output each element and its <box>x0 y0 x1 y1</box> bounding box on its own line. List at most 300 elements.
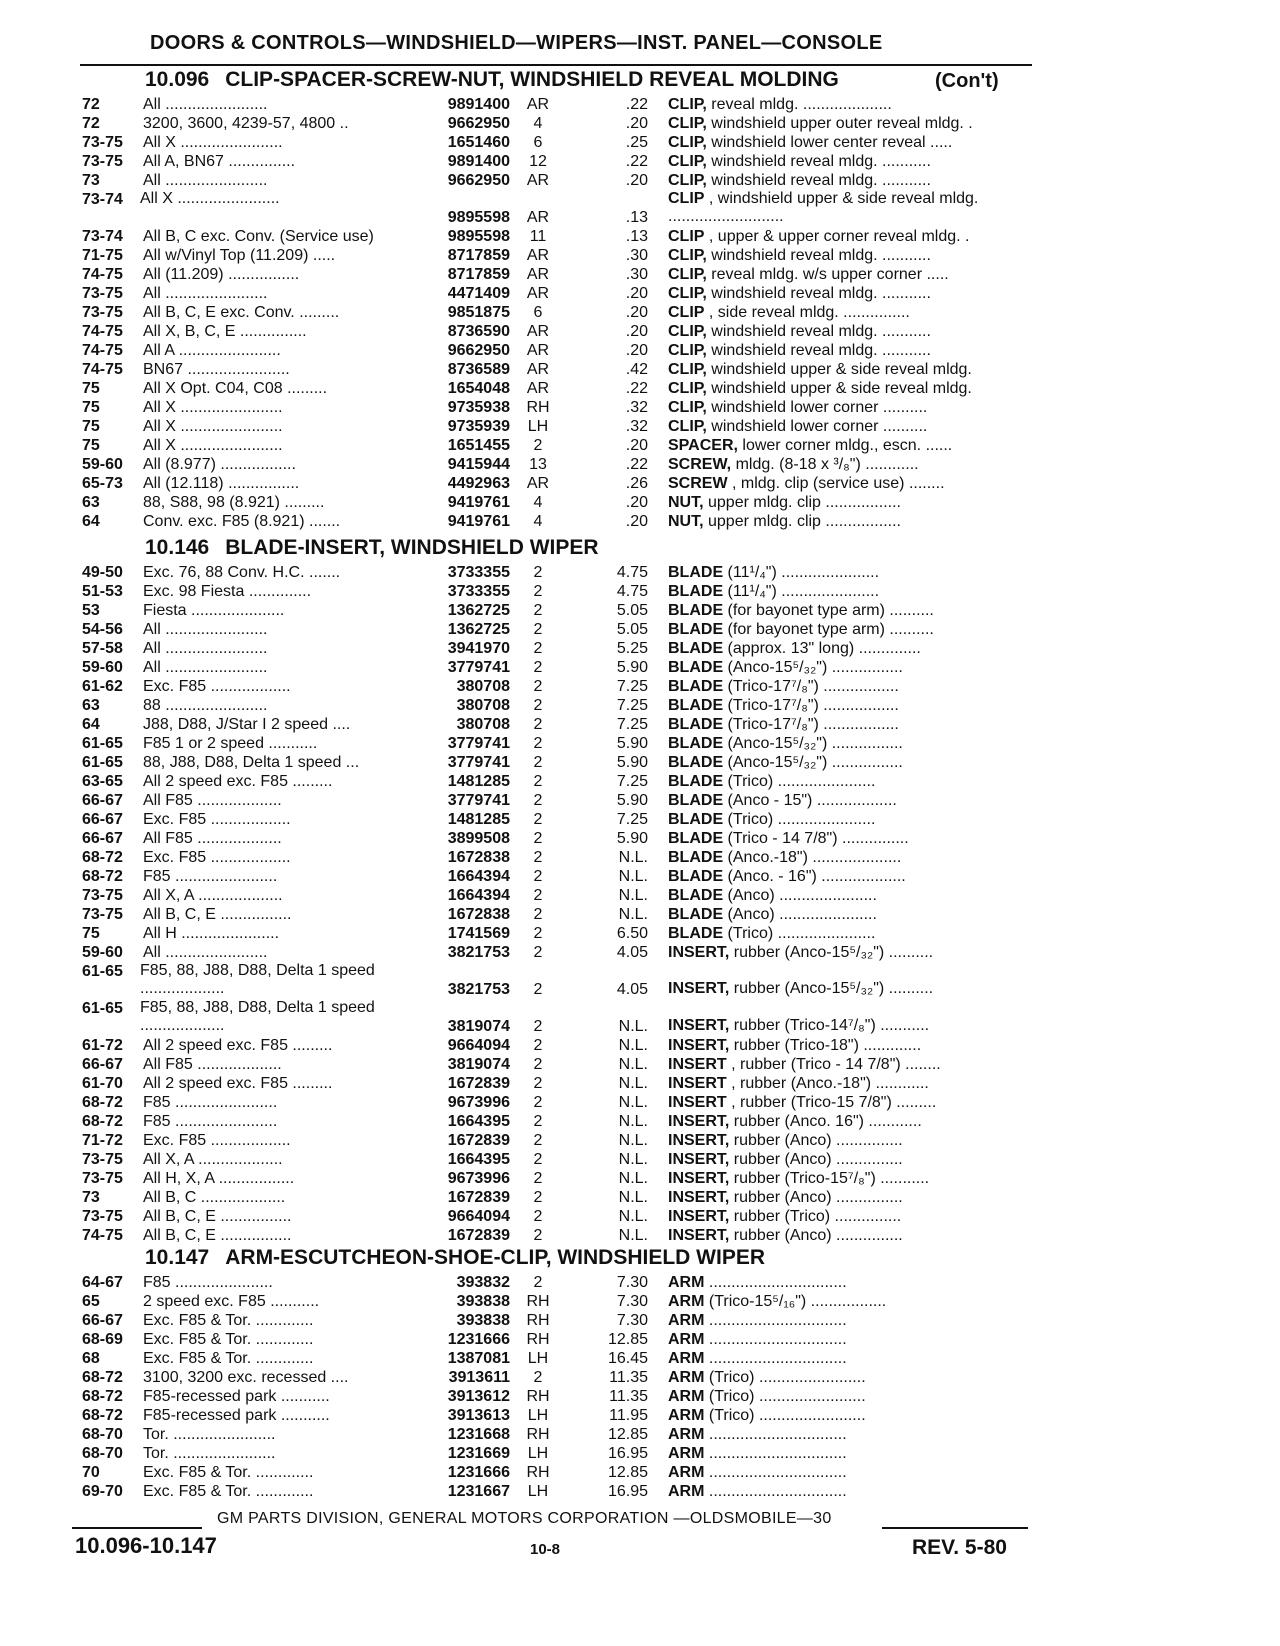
model-cell: Exc. F85 .................. <box>143 849 291 866</box>
price-cell: .22 <box>625 153 648 170</box>
description-cell <box>668 620 1032 639</box>
description-cell <box>668 398 1032 417</box>
description-keyword: CLIP, <box>668 153 707 170</box>
description-text: windshield lower corner .......... <box>706 399 928 416</box>
year-cell: 75 <box>82 925 100 942</box>
year-cell: 68 <box>82 1350 100 1367</box>
table-row <box>0 1330 1280 1349</box>
description-cell <box>668 943 1032 962</box>
year-cell: 61-65 <box>82 963 123 980</box>
description-cell <box>668 1463 1032 1482</box>
description-cell <box>668 152 1032 171</box>
price-cell: .25 <box>625 134 648 151</box>
description-cell <box>668 1207 1032 1226</box>
quantity-cell: 2 <box>533 1094 543 1111</box>
quantity-cell: 2 <box>533 830 543 847</box>
price-cell: 5.90 <box>616 659 648 676</box>
description-keyword: ARM <box>668 1331 705 1348</box>
price-cell: N.L. <box>618 1151 648 1168</box>
table-row <box>0 734 1280 753</box>
description-cell <box>668 980 1032 998</box>
quantity-cell: 2 <box>533 697 543 714</box>
description-cell <box>668 924 1032 943</box>
year-cell: 72 <box>82 96 100 113</box>
quantity-cell: AR <box>526 285 550 302</box>
description-text: (Trico) ...................... <box>723 925 876 942</box>
part-number-cell: 1231667 <box>447 1483 510 1500</box>
model-cell: 88, S88, 98 (8.921) ......... <box>143 494 325 511</box>
model-cell: All B, C, E ................ <box>143 1208 292 1225</box>
part-number-cell: 9664094 <box>447 1037 510 1054</box>
part-number-cell: 9419761 <box>447 494 510 511</box>
part-number-cell: 9851875 <box>447 304 510 321</box>
year-cell: 66-67 <box>82 1312 123 1329</box>
part-number-cell: 4471409 <box>447 285 510 302</box>
description-cell <box>668 133 1032 152</box>
description-keyword: INSERT, <box>668 1227 730 1244</box>
price-cell: 5.90 <box>616 754 648 771</box>
description-cell <box>668 563 1032 582</box>
description-text: windshield upper & side reveal mldg. <box>706 380 972 397</box>
table-row <box>0 1169 1280 1188</box>
description-keyword: INSERT <box>668 1094 727 1111</box>
description-cell <box>668 1150 1032 1169</box>
description-cell <box>668 95 1032 114</box>
table-row <box>0 1482 1280 1501</box>
part-number-cell: 1362725 <box>447 621 510 638</box>
description-keyword: INSERT, <box>668 1017 730 1034</box>
description-cell <box>668 829 1032 848</box>
model-cell: BN67 ....................... <box>143 361 290 378</box>
quantity-cell: 2 <box>533 906 543 923</box>
description-keyword: BLADE <box>668 583 724 600</box>
price-cell: N.L. <box>618 1018 648 1035</box>
table-row <box>0 1349 1280 1368</box>
part-number-cell: 380708 <box>456 716 510 733</box>
price-cell: .13 <box>625 228 648 245</box>
quantity-cell: 2 <box>533 1056 543 1073</box>
quantity-cell: RH <box>526 1464 550 1481</box>
part-number-cell: 1672839 <box>447 1227 510 1244</box>
description-keyword: ARM <box>668 1293 705 1310</box>
description-keyword: BLADE <box>668 697 724 714</box>
quantity-cell: AR <box>526 475 550 492</box>
model-cell: Exc. F85 & Tor. ............. <box>143 1350 314 1367</box>
price-cell: N.L. <box>618 906 648 923</box>
description-cell <box>668 1036 1032 1055</box>
year-cell: 71-72 <box>82 1132 123 1149</box>
quantity-cell: RH <box>526 1293 550 1310</box>
model-cell: F85 ....................... <box>143 1094 278 1111</box>
model-cell: All ....................... <box>143 659 268 676</box>
description-cell <box>668 284 1032 303</box>
quantity-cell: 13 <box>529 456 547 473</box>
quantity-cell: RH <box>526 399 550 416</box>
table-row <box>0 772 1280 791</box>
description-cell <box>668 1055 1032 1074</box>
part-number-cell: 9419761 <box>447 513 510 530</box>
description-text: (Trico) ........................ <box>704 1369 866 1386</box>
model-cell: Exc. F85 & Tor. ............. <box>143 1331 314 1348</box>
part-number-cell: 9895598 <box>447 209 510 226</box>
description-keyword: CLIP, <box>668 418 707 435</box>
part-number-cell: 1231669 <box>447 1445 510 1462</box>
table-row <box>0 563 1280 582</box>
description-cell <box>668 791 1032 810</box>
model-cell: F85-recessed park ........... <box>143 1407 330 1424</box>
description-cell <box>668 303 1032 322</box>
quantity-cell: LH <box>527 1407 549 1424</box>
footer-publisher: GM PARTS DIVISION, GENERAL MOTORS CORPORATION —OLDSMOBILE—30 <box>217 1510 832 1527</box>
model-cell: All ....................... <box>143 172 268 189</box>
part-number-cell: 3899508 <box>447 830 510 847</box>
quantity-cell: AR <box>526 172 550 189</box>
description-text: reveal mldg. w/s upper corner ..... <box>706 266 949 283</box>
table-row <box>0 474 1280 493</box>
model-cell: F85 1 or 2 speed ........... <box>143 735 318 752</box>
price-cell: 5.90 <box>616 792 648 809</box>
description-text: , mldg. clip (service use) ........ <box>727 475 945 492</box>
description-keyword: ARM <box>668 1407 705 1424</box>
description-keyword: INSERT, <box>668 1208 730 1225</box>
part-number-cell: 393838 <box>456 1293 510 1310</box>
price-cell: N.L. <box>618 868 648 885</box>
price-cell: .20 <box>625 342 648 359</box>
description-keyword: CLIP <box>668 304 705 321</box>
quantity-cell: 2 <box>533 1018 543 1035</box>
part-number-cell: 1741569 <box>447 925 510 942</box>
part-number-cell: 9891400 <box>447 153 510 170</box>
model-cell: F85, 88, J88, D88, Delta 1 speed ................... <box>140 999 375 1034</box>
description-text: (for bayonet type arm) .......... <box>723 602 934 619</box>
model-cell: All ....................... <box>143 285 268 302</box>
description-text: rubber (Trico-14⁷/₈") ........... <box>729 1017 930 1034</box>
part-number-cell: 3941970 <box>447 640 510 657</box>
description-keyword: BLADE <box>668 906 724 923</box>
part-number-cell: 9673996 <box>447 1094 510 1111</box>
price-cell: 5.05 <box>616 621 648 638</box>
price-cell: 12.85 <box>607 1464 648 1481</box>
footer-section-range: 10.096-10.147 <box>75 1533 217 1558</box>
price-cell: 7.25 <box>616 697 648 714</box>
description-text: windshield reveal mldg. ........... <box>706 247 931 264</box>
quantity-cell: 4 <box>533 513 543 530</box>
model-cell: 88, J88, D88, Delta 1 speed ... <box>143 754 360 771</box>
description-text: lower corner mldg., escn. ...... <box>737 437 953 454</box>
model-cell: All (12.118) ................ <box>143 475 300 492</box>
table-row <box>0 1368 1280 1387</box>
price-cell: 7.30 <box>616 1274 648 1291</box>
description-cell <box>668 696 1032 715</box>
model-cell: All A, BN67 ............... <box>143 153 296 170</box>
model-cell: 88 ....................... <box>143 697 268 714</box>
description-keyword: ARM <box>668 1483 705 1500</box>
description-text: mldg. (8-18 x ³/₈") ............ <box>731 456 919 473</box>
description-cell <box>668 1444 1032 1463</box>
description-text: ............................... <box>704 1445 847 1462</box>
table-row <box>0 1150 1280 1169</box>
part-number-cell: 3913613 <box>447 1407 510 1424</box>
model-cell: All B, C exc. Conv. (Service use) <box>143 228 374 245</box>
part-number-cell: 1672839 <box>447 1075 510 1092</box>
model-cell: 3100, 3200 exc. recessed .... <box>143 1369 349 1386</box>
table-row <box>0 114 1280 133</box>
quantity-cell: 2 <box>533 1113 543 1130</box>
year-cell: 65 <box>82 1293 100 1310</box>
year-cell: 64-67 <box>82 1274 123 1291</box>
description-cell <box>668 1330 1032 1349</box>
year-cell: 70 <box>82 1464 100 1481</box>
table-row <box>0 601 1280 620</box>
table-row <box>0 284 1280 303</box>
model-cell: Exc. F85 & Tor. ............. <box>143 1483 314 1500</box>
year-cell: 61-70 <box>82 1075 123 1092</box>
description-cell <box>668 601 1032 620</box>
year-cell: 68-72 <box>82 1388 123 1405</box>
part-number-cell: 3821753 <box>447 944 510 961</box>
quantity-cell: 2 <box>533 437 543 454</box>
year-cell: 64 <box>82 716 100 733</box>
model-cell: Exc. 76, 88 Conv. H.C. ....... <box>143 564 341 581</box>
description-keyword: SCREW <box>668 475 728 492</box>
year-cell: 74-75 <box>82 361 123 378</box>
quantity-cell: AR <box>526 380 550 397</box>
parts-table <box>0 95 1280 531</box>
price-cell: 11.95 <box>609 1407 648 1424</box>
price-cell: 11.35 <box>609 1369 648 1386</box>
footer-rule-left <box>72 1527 202 1529</box>
part-number-cell: 3733355 <box>447 564 510 581</box>
description-text: windshield lower center reveal ..... <box>706 134 953 151</box>
quantity-cell: 2 <box>533 602 543 619</box>
quantity-cell: 2 <box>533 981 543 998</box>
quantity-cell: 4 <box>533 494 543 511</box>
year-cell: 73-75 <box>82 1170 123 1187</box>
model-cell: All (11.209) ................ <box>143 266 300 283</box>
description-keyword: NUT, <box>668 513 704 530</box>
description-keyword: CLIP, <box>668 380 707 397</box>
year-cell: 64 <box>82 513 100 530</box>
description-cell <box>668 886 1032 905</box>
part-number-cell: 1672839 <box>447 1189 510 1206</box>
price-cell: N.L. <box>618 1132 648 1149</box>
table-row <box>0 379 1280 398</box>
year-cell: 68-72 <box>82 1094 123 1111</box>
price-cell: .30 <box>625 266 648 283</box>
price-cell: 5.90 <box>616 830 648 847</box>
year-cell: 73-75 <box>82 887 123 904</box>
description-keyword: CLIP, <box>668 134 707 151</box>
model-cell: All ....................... <box>143 621 268 638</box>
year-cell: 59-60 <box>82 659 123 676</box>
part-number-cell: 1231666 <box>447 1464 510 1481</box>
model-cell: Exc. F85 .................. <box>143 678 291 695</box>
table-row <box>0 810 1280 829</box>
year-cell: 69-70 <box>82 1483 123 1500</box>
description-cell <box>668 265 1032 284</box>
description-keyword: CLIP, <box>668 285 707 302</box>
part-number-cell: 8736590 <box>447 323 510 340</box>
description-text: (Anco-15⁵/₃₂") ................ <box>723 754 903 771</box>
description-cell <box>668 1131 1032 1150</box>
description-text: (Trico) ...................... <box>723 773 876 790</box>
description-text: (Trico-15⁵/₁₆") ................. <box>704 1293 887 1310</box>
price-cell: 4.75 <box>616 583 648 600</box>
year-cell: 65-73 <box>82 475 123 492</box>
description-cell <box>668 227 1032 246</box>
year-cell: 63-65 <box>82 773 123 790</box>
description-keyword: BLADE <box>668 849 724 866</box>
description-text: (Trico-17⁷/₈") ................. <box>723 716 899 733</box>
page-header-title: DOORS & CONTROLS—WINDSHIELD—WIPERS—INST. PANEL—CONSOLE <box>150 32 883 54</box>
description-keyword: CLIP, <box>668 266 707 283</box>
price-cell: .42 <box>625 361 648 378</box>
part-number-cell: 1672838 <box>447 906 510 923</box>
model-cell: F85-recessed park ........... <box>143 1388 330 1405</box>
description-text: ............................... <box>704 1274 847 1291</box>
year-cell: 61-72 <box>82 1037 123 1054</box>
part-number-cell: 380708 <box>456 678 510 695</box>
table-row <box>0 791 1280 810</box>
description-keyword: BLADE <box>668 830 724 847</box>
description-text: windshield reveal mldg. ........... <box>706 153 931 170</box>
part-number-cell: 3821753 <box>447 981 510 998</box>
year-cell: 74-75 <box>82 266 123 283</box>
description-cell <box>668 639 1032 658</box>
part-number-cell: 3913611 <box>448 1369 510 1386</box>
year-cell: 54-56 <box>82 621 123 638</box>
part-number-cell: 393838 <box>456 1312 510 1329</box>
continued-label: (Con't) <box>935 70 999 92</box>
year-cell: 68-72 <box>82 1369 123 1386</box>
model-cell: All X, A ................... <box>143 1151 283 1168</box>
price-cell: 4.05 <box>616 944 648 961</box>
description-text: windshield upper & side reveal mldg. <box>706 361 972 378</box>
description-cell <box>668 753 1032 772</box>
section-title <box>145 68 999 94</box>
description-keyword: CLIP, <box>668 172 707 189</box>
description-text: windshield lower corner .......... <box>706 418 928 435</box>
description-cell <box>668 772 1032 791</box>
description-keyword: INSERT <box>668 1075 727 1092</box>
model-cell: All X, A ................... <box>143 887 283 904</box>
description-cell <box>668 810 1032 829</box>
model-cell: All B, C, E ................ <box>143 906 292 923</box>
part-number-cell: 9735939 <box>447 418 510 435</box>
model-cell: All ....................... <box>143 640 268 657</box>
description-keyword: BLADE <box>668 602 724 619</box>
description-cell <box>668 1292 1032 1311</box>
table-row <box>0 1425 1280 1444</box>
table-row <box>0 1055 1280 1074</box>
year-cell: 74-75 <box>82 342 123 359</box>
description-text: (11¹/₄") ...................... <box>723 583 880 600</box>
year-cell: 51-53 <box>82 583 123 600</box>
quantity-cell: 4 <box>533 115 543 132</box>
model-cell: All X Opt. C04, C08 ......... <box>143 380 328 397</box>
description-cell <box>668 658 1032 677</box>
description-keyword: ARM <box>668 1369 705 1386</box>
quantity-cell: AR <box>526 96 550 113</box>
model-cell: Tor. ....................... <box>143 1426 276 1443</box>
description-text: windshield reveal mldg. ........... <box>706 323 931 340</box>
table-row <box>0 1226 1280 1245</box>
quantity-cell: 2 <box>533 1274 543 1291</box>
description-keyword: ARM <box>668 1445 705 1462</box>
part-number-cell: 9735938 <box>447 399 510 416</box>
table-row <box>0 152 1280 171</box>
model-cell: All B, C, E ................ <box>143 1227 292 1244</box>
description-text: upper mldg. clip ................. <box>703 494 901 511</box>
part-number-cell: 4492963 <box>447 475 510 492</box>
year-cell: 68-72 <box>82 849 123 866</box>
model-cell: All 2 speed exc. F85 ......... <box>143 773 333 790</box>
description-text: windshield reveal mldg. ........... <box>706 285 931 302</box>
quantity-cell: 2 <box>533 792 543 809</box>
quantity-cell: 2 <box>533 640 543 657</box>
description-cell <box>668 734 1032 753</box>
description-text: ............................... <box>704 1464 847 1481</box>
description-keyword: BLADE <box>668 716 724 733</box>
model-cell: All X ....................... <box>143 399 283 416</box>
description-cell <box>668 322 1032 341</box>
price-cell: N.L. <box>618 1094 648 1111</box>
quantity-cell: LH <box>527 1483 549 1500</box>
year-cell: 73-75 <box>82 134 123 151</box>
description-keyword: ARM <box>668 1388 705 1405</box>
description-text: rubber (Anco-15⁵/₃₂") .......... <box>729 980 934 997</box>
description-text: (for bayonet type arm) .......... <box>723 621 934 638</box>
price-cell: .13 <box>625 209 648 226</box>
table-row <box>0 455 1280 474</box>
table-row <box>0 133 1280 152</box>
year-cell: 74-75 <box>82 1227 123 1244</box>
description-cell <box>668 1482 1032 1501</box>
table-row <box>0 227 1280 246</box>
description-text: rubber (Anco-15⁵/₃₂") .......... <box>729 944 934 961</box>
table-row <box>0 341 1280 360</box>
quantity-cell: 2 <box>533 868 543 885</box>
price-cell: 7.25 <box>616 678 648 695</box>
price-cell: .26 <box>625 475 648 492</box>
description-cell <box>668 1368 1032 1387</box>
quantity-cell: 2 <box>533 1170 543 1187</box>
description-text: rubber (Trico-15⁷/₈") ........... <box>729 1170 930 1187</box>
description-keyword: CLIP <box>668 228 705 245</box>
model-cell: 3200, 3600, 4239-57, 4800 .. <box>143 115 349 132</box>
table-row <box>0 303 1280 322</box>
description-cell <box>668 905 1032 924</box>
part-number-cell: 9673996 <box>447 1170 510 1187</box>
description-keyword: BLADE <box>668 868 724 885</box>
description-keyword: ARM <box>668 1312 705 1329</box>
footer-page-number: 10-8 <box>530 1541 561 1558</box>
description-text: (Anco - 15") .................. <box>723 792 897 809</box>
year-cell: 61-65 <box>82 754 123 771</box>
description-text: , rubber (Trico-15 7/8") ......... <box>726 1094 937 1111</box>
description-text: , rubber (Trico - 14 7/8") ........ <box>726 1056 941 1073</box>
description-keyword: INSERT <box>668 1056 727 1073</box>
description-keyword: BLADE <box>668 792 724 809</box>
quantity-cell: 2 <box>533 1369 543 1386</box>
model-cell: All H, X, A ................. <box>143 1170 295 1187</box>
description-text: (11¹/₄") ...................... <box>723 564 880 581</box>
model-cell: All B, C ................... <box>143 1189 286 1206</box>
section-code: 10.096 <box>145 68 210 91</box>
year-cell: 73 <box>82 1189 100 1206</box>
description-keyword: ARM <box>668 1464 705 1481</box>
part-number-cell: 1672839 <box>447 1132 510 1149</box>
